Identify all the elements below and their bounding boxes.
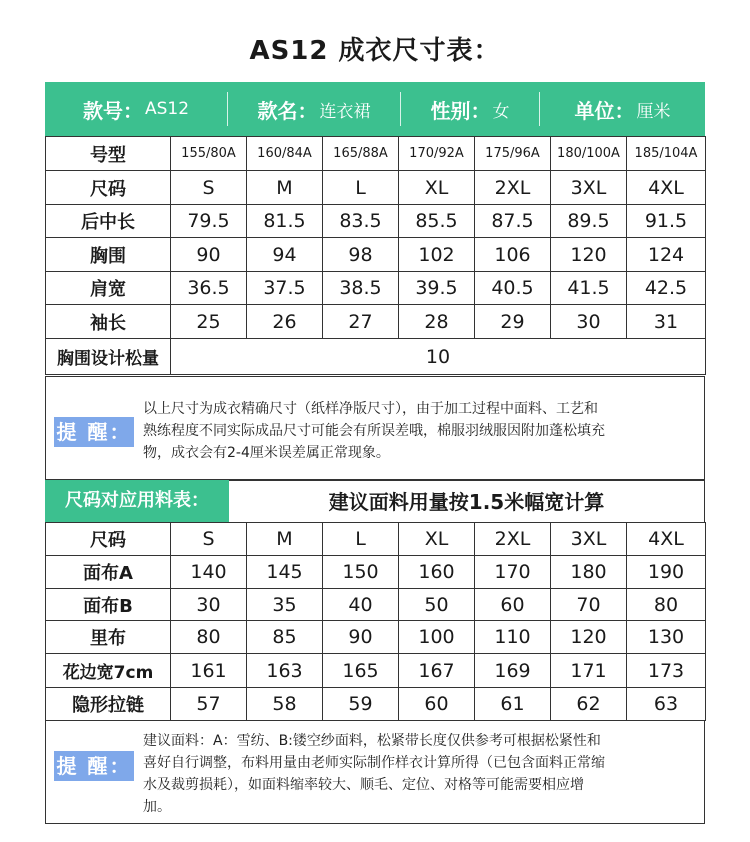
table-cell: 165 [323,654,399,688]
table-cell: 63 [627,688,706,721]
table-cell: 60 [475,589,551,621]
row-label: 胸围设计松量 [46,339,171,375]
note-line: 水及裁剪损耗），如面料缩率较大、顺毛、定位、对格等可能需要相应增 [143,777,584,793]
table-cell: 171 [551,654,627,688]
table-cell: 169 [475,654,551,688]
table-cell: 3XL [551,171,627,205]
table-cell: 85.5 [399,205,475,238]
column-header: L [323,523,399,556]
table-cell: 90 [171,238,247,272]
note-box-2 [45,720,705,824]
table-cell: 29 [475,305,551,339]
table-cell: 40 [323,589,399,621]
table-cell: 120 [551,238,627,272]
fabric-section-tag: 尺码对应用料表： [45,480,229,522]
gender [401,92,539,126]
table-cell: 163 [247,654,323,688]
table-row [46,621,706,654]
row-label: 里布 [46,621,171,654]
table-cell: 50 [399,589,475,621]
note-box-1 [45,376,705,480]
table-row [46,589,706,621]
fabric-section-title: 建议面料用量按1.5米幅宽计算 [229,480,705,522]
table-cell: 173 [627,654,706,688]
row-label: 面布A [46,556,171,589]
table-row [46,654,706,688]
table-cell: XL [399,171,475,205]
table-cell: 167 [399,654,475,688]
style-no-label: 款号： [82,98,143,123]
note-line: 喜好自行调整，布料用量由老师实际制作样衣计算所得（已包含面料正常缩 [143,755,605,771]
fabric-table [45,522,706,721]
fabric-header-row [46,523,706,556]
table-cell: 38.5 [323,272,399,305]
row-label: 胸围 [46,238,171,272]
table-row [46,688,706,721]
size-header-row [46,137,706,171]
note-text [143,398,694,464]
table-cell: 39.5 [399,272,475,305]
table-cell: 91.5 [627,205,706,238]
column-header: 175/96A [475,137,551,171]
table-cell: 120 [551,621,627,654]
table-row [46,171,706,205]
table-cell: M [247,171,323,205]
note-line: 物，成衣会有2-4厘米误差属正常现象。 [143,445,390,461]
table-cell: 36.5 [171,272,247,305]
row-label: 花边宽7cm [46,654,171,688]
table-cell: 130 [627,621,706,654]
style-no [45,92,227,126]
table-cell: 89.5 [551,205,627,238]
row-label: 后中长 [46,205,171,238]
table-cell: 59 [323,688,399,721]
note-line: 建议面料：A：雪纺、B:镂空纱面料，松紧带长度仅供参考可根据松紧性和 [143,733,601,749]
table-cell: 106 [475,238,551,272]
row-label: 尺码 [46,523,171,556]
column-header: 155/80A [171,137,247,171]
column-header: 2XL [475,523,551,556]
note-tag: 提 醒： [54,417,134,447]
table-cell: 30 [171,589,247,621]
column-header: M [247,523,323,556]
note-text [143,730,694,818]
table-cell: 87.5 [475,205,551,238]
row-label: 袖长 [46,305,171,339]
unit-value: 厘米 [636,101,671,122]
table-cell: S [171,171,247,205]
table-cell: 2XL [475,171,551,205]
header-bar [45,82,705,136]
table-cell: 81.5 [247,205,323,238]
table-cell: 170 [475,556,551,589]
table-cell: 94 [247,238,323,272]
table-row [46,556,706,589]
table-cell: 58 [247,688,323,721]
table-cell: 62 [551,688,627,721]
table-row [46,305,706,339]
table-cell: 161 [171,654,247,688]
table-cell: 40.5 [475,272,551,305]
table-cell: 28 [399,305,475,339]
table-cell: 31 [627,305,706,339]
table-cell: 140 [171,556,247,589]
style-name [228,92,400,126]
row-label: 号型 [46,137,171,171]
table-cell: 145 [247,556,323,589]
row-label: 面布B [46,589,171,621]
unit [540,92,705,126]
table-cell: 4XL [627,171,706,205]
table-cell: 90 [323,621,399,654]
row-label: 隐形拉链 [46,688,171,721]
table-cell: L [323,171,399,205]
table-cell: 42.5 [627,272,706,305]
table-cell: 83.5 [323,205,399,238]
note-line: 以上尺寸为成衣精确尺寸（纸样净版尺寸），由于加工过程中面料、工艺和 [143,401,598,417]
table-cell: 57 [171,688,247,721]
column-header: S [171,523,247,556]
row-label: 尺码 [46,171,171,205]
table-cell: 150 [323,556,399,589]
column-header: 160/84A [247,137,323,171]
unit-label: 单位： [574,98,635,123]
style-name-value: 连衣裙 [319,101,371,122]
table-cell: 30 [551,305,627,339]
column-header: 180/100A [551,137,627,171]
table-cell: 80 [171,621,247,654]
table-cell: 70 [551,589,627,621]
size-table [45,136,706,375]
style-no-value: AS12 [144,99,190,119]
column-header: 4XL [627,523,706,556]
table-cell: 180 [551,556,627,589]
table-cell: 124 [627,238,706,272]
column-header: 170/92A [399,137,475,171]
table-cell: 190 [627,556,706,589]
table-cell: 60 [399,688,475,721]
table-cell: 79.5 [171,205,247,238]
column-header: 165/88A [323,137,399,171]
table-cell: 102 [399,238,475,272]
table-cell: 85 [247,621,323,654]
table-cell: 37.5 [247,272,323,305]
note-line: 熟练程度不同实际成品尺寸可能会有所误差哦，棉服羽绒服因附加蓬松填充 [143,423,605,439]
column-header: 185/104A [627,137,706,171]
column-header: 3XL [551,523,627,556]
table-cell: 100 [399,621,475,654]
table-row [46,238,706,272]
style-name-label: 款名： [257,98,318,123]
page-title: AS12 成衣尺寸表： [249,36,501,66]
table-row [46,205,706,238]
note-line: 加。 [143,799,171,815]
table-cell: 98 [323,238,399,272]
ease-value: 10 [171,339,706,375]
table-cell: 27 [323,305,399,339]
table-cell: 26 [247,305,323,339]
table-row [46,272,706,305]
table-cell: 41.5 [551,272,627,305]
table-cell: 25 [171,305,247,339]
table-row [46,339,706,375]
table-cell: 80 [627,589,706,621]
gender-value: 女 [492,101,510,122]
table-cell: 35 [247,589,323,621]
column-header: XL [399,523,475,556]
note-tag: 提 醒： [54,751,134,781]
row-label: 肩宽 [46,272,171,305]
table-cell: 110 [475,621,551,654]
gender-label: 性别： [430,98,491,123]
table-cell: 61 [475,688,551,721]
table-cell: 160 [399,556,475,589]
